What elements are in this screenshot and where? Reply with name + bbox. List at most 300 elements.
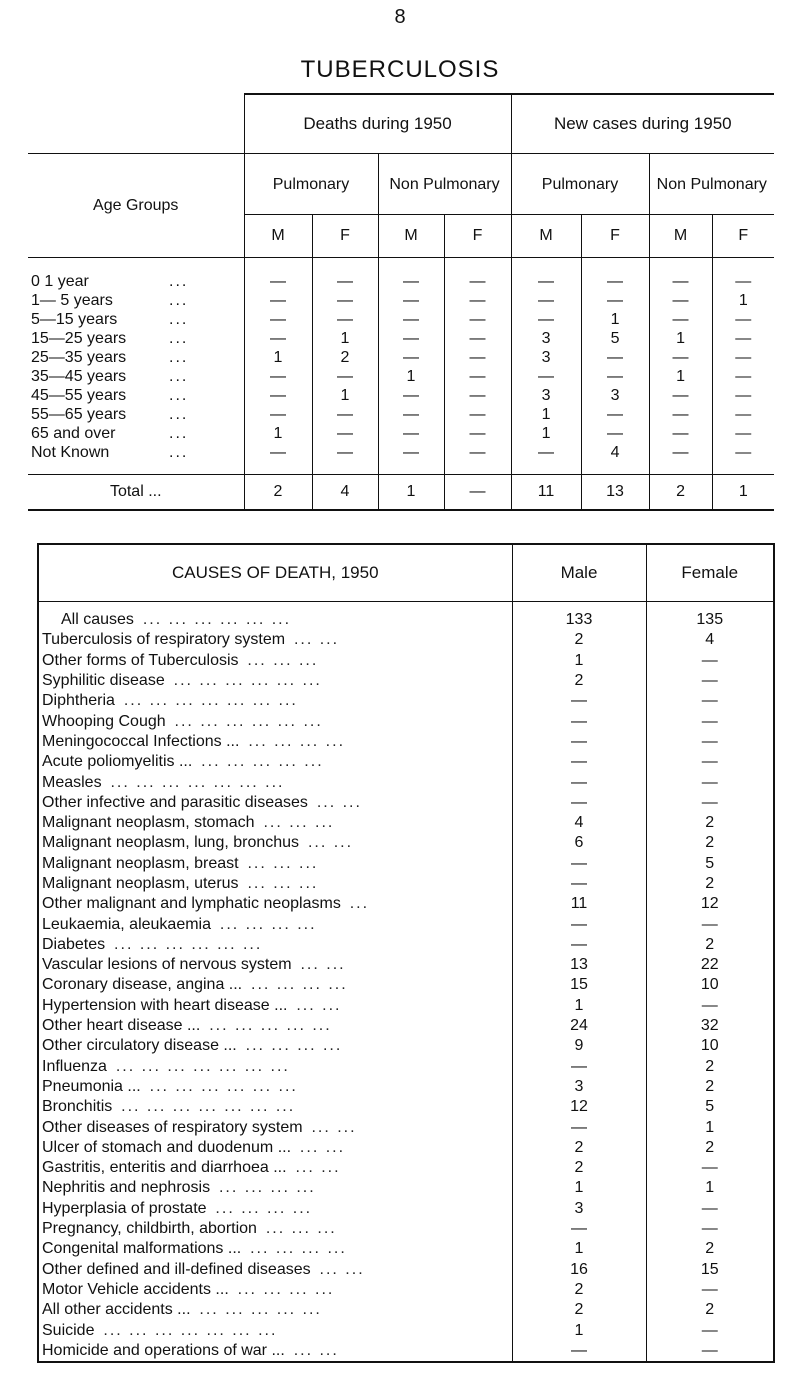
total-cell: 1 xyxy=(712,475,774,511)
cause-label: Tuberculosis of respiratory system xyxy=(42,631,286,649)
cause-cell xyxy=(38,1341,512,1362)
age-group-label: 65 and over xyxy=(31,425,116,442)
count-cell: — xyxy=(712,348,774,367)
age-group-cell xyxy=(28,405,244,424)
female-count: 2 xyxy=(646,1300,774,1320)
age-group-label: 25—35 years xyxy=(31,349,127,366)
female-count: — xyxy=(646,793,774,813)
female-count: 2 xyxy=(646,833,774,853)
female-count: 2 xyxy=(646,1057,774,1077)
cause-row xyxy=(38,1219,774,1239)
male-count: 2 xyxy=(512,1300,646,1320)
leader-dots: ... xyxy=(349,895,370,913)
male-count: — xyxy=(512,935,646,955)
cause-label: Malignant neoplasm, uterus xyxy=(42,875,239,892)
cause-cell xyxy=(38,1016,512,1036)
cases-pulmonary-header: Pulmonary xyxy=(511,154,649,215)
female-count: — xyxy=(646,1320,774,1340)
female-count: — xyxy=(646,772,774,792)
leader-dots: ... ... ... ... xyxy=(218,1179,316,1197)
total-cell: 2 xyxy=(649,475,712,511)
cause-cell xyxy=(38,975,512,995)
female-count: — xyxy=(646,671,774,691)
cause-cell xyxy=(38,1239,512,1259)
leader-dots: ... xyxy=(169,406,189,423)
cause-cell xyxy=(38,854,512,874)
leader-dots: ... ... ... ... ... xyxy=(199,1301,322,1319)
age-row xyxy=(28,405,774,424)
cause-row xyxy=(38,602,774,631)
cause-cell xyxy=(38,1117,512,1137)
sex-header: F xyxy=(712,215,774,258)
male-count: 1 xyxy=(512,651,646,671)
cause-cell xyxy=(38,1138,512,1158)
cause-row xyxy=(38,671,774,691)
age-group-label: 1— 5 years xyxy=(31,292,113,309)
leader-dots: ... ... xyxy=(299,1138,346,1156)
cause-label: Suicide xyxy=(42,1321,95,1339)
count-cell: — xyxy=(444,291,511,310)
cause-cell xyxy=(38,1036,512,1056)
count-cell: — xyxy=(581,367,649,386)
age-row xyxy=(28,329,774,348)
cause-cell xyxy=(38,1260,512,1280)
age-group-cell xyxy=(28,386,244,405)
leader-dots: ... ... ... ... xyxy=(251,976,348,994)
count-cell: — xyxy=(712,443,774,475)
male-count: 15 xyxy=(512,975,646,995)
age-group-cell xyxy=(28,258,244,292)
male-count: — xyxy=(512,854,646,874)
count-cell: — xyxy=(649,443,712,475)
male-count: — xyxy=(512,1117,646,1137)
cause-row xyxy=(38,651,774,671)
age-row xyxy=(28,348,774,367)
age-group-label: Not Known xyxy=(31,444,110,461)
count-cell: — xyxy=(378,291,444,310)
leader-dots: ... ... xyxy=(295,1159,341,1177)
count-cell: — xyxy=(712,405,774,424)
leader-dots: ... ... xyxy=(293,1341,339,1359)
cause-row xyxy=(38,1199,774,1219)
male-count: 16 xyxy=(512,1260,646,1280)
female-count: 135 xyxy=(646,602,774,631)
age-group-label: 45—55 years xyxy=(31,387,127,404)
deaths-group-header: Deaths during 1950 xyxy=(244,94,511,154)
cause-row xyxy=(38,813,774,833)
count-cell: — xyxy=(312,310,378,329)
male-count: — xyxy=(512,691,646,711)
male-count: 12 xyxy=(512,1097,646,1117)
cause-row xyxy=(38,1280,774,1300)
leader-dots: ... ... ... ... ... xyxy=(201,753,324,771)
female-count: 1 xyxy=(646,1117,774,1137)
count-cell: — xyxy=(712,424,774,443)
cause-cell xyxy=(38,1300,512,1320)
sex-header: M xyxy=(511,215,581,258)
female-count: 12 xyxy=(646,894,774,914)
count-cell: — xyxy=(581,405,649,424)
cause-label: Whooping Cough xyxy=(42,712,166,730)
count-cell: — xyxy=(244,405,312,424)
count-cell: 1 xyxy=(712,291,774,310)
cause-row xyxy=(38,1036,774,1056)
count-cell: — xyxy=(312,367,378,386)
leader-dots: ... xyxy=(169,292,189,309)
cause-label: Malignant neoplasm, breast xyxy=(42,854,239,872)
count-cell: — xyxy=(312,424,378,443)
cause-cell xyxy=(38,1097,512,1117)
cause-cell xyxy=(38,651,512,671)
cause-cell xyxy=(38,813,512,833)
leader-dots: ... xyxy=(169,349,189,366)
total-cell: 13 xyxy=(581,475,649,511)
sex-header: F xyxy=(444,215,511,258)
male-count: 2 xyxy=(512,1138,646,1158)
cause-row xyxy=(38,874,774,894)
male-count: 4 xyxy=(512,813,646,833)
cause-label: Diphtheria xyxy=(42,692,115,710)
leader-dots: ... ... ... ... xyxy=(250,1240,347,1258)
female-count: 2 xyxy=(646,1138,774,1158)
count-cell: — xyxy=(649,405,712,424)
cause-row xyxy=(38,752,774,772)
count-cell: — xyxy=(312,405,378,424)
cause-row xyxy=(38,935,774,955)
age-group-label: 35—45 years xyxy=(31,368,127,385)
leader-dots: ... ... ... ... xyxy=(215,1199,313,1217)
count-cell: — xyxy=(712,329,774,348)
leader-dots: ... ... ... ... ... ... xyxy=(174,712,323,730)
cause-label: Vascular lesions of nervous system xyxy=(42,956,292,974)
leader-dots: ... ... ... ... ... ... ... xyxy=(110,773,285,791)
female-count: 2 xyxy=(646,1077,774,1097)
female-count: 32 xyxy=(646,1016,774,1036)
female-count: — xyxy=(646,651,774,671)
cause-label: Nephritis and nephrosis xyxy=(42,1179,211,1197)
male-count: 2 xyxy=(512,1280,646,1300)
cause-row xyxy=(38,833,774,853)
leader-dots: ... ... ... xyxy=(265,1220,337,1238)
count-cell: — xyxy=(511,367,581,386)
cause-cell xyxy=(38,691,512,711)
count-cell: — xyxy=(244,329,312,348)
leader-dots: ... ... ... ... ... ... xyxy=(114,935,263,953)
female-count: — xyxy=(646,1199,774,1219)
count-cell: — xyxy=(444,367,511,386)
male-count: 24 xyxy=(512,1016,646,1036)
cause-label: Hypertension with heart disease ... xyxy=(42,996,288,1014)
count-cell: 1 xyxy=(511,424,581,443)
count-cell: — xyxy=(312,443,378,475)
cause-label: All other accidents ... xyxy=(42,1301,191,1319)
female-count: 4 xyxy=(646,630,774,650)
leader-dots: ... xyxy=(169,368,189,385)
age-row xyxy=(28,424,774,443)
cause-cell xyxy=(38,1077,512,1097)
count-cell: — xyxy=(511,291,581,310)
count-cell: — xyxy=(649,310,712,329)
count-cell: — xyxy=(444,348,511,367)
age-group-cell xyxy=(28,424,244,443)
cause-cell xyxy=(38,1280,512,1300)
cause-cell xyxy=(38,1219,512,1239)
male-count: — xyxy=(512,874,646,894)
count-cell: 1 xyxy=(244,348,312,367)
leader-dots: ... ... ... ... ... ... xyxy=(173,672,322,690)
cause-row xyxy=(38,1077,774,1097)
female-count: — xyxy=(646,1219,774,1239)
total-cell: 11 xyxy=(511,475,581,511)
sex-header: F xyxy=(312,215,378,258)
count-cell: — xyxy=(649,258,712,292)
leader-dots: ... xyxy=(169,273,189,290)
cause-row xyxy=(38,1320,774,1340)
count-cell: — xyxy=(649,386,712,405)
cause-label: Gastritis, enteritis and diarrhoea ... xyxy=(42,1159,287,1177)
cause-label: Measles xyxy=(42,773,102,791)
causes-header: CAUSES OF DEATH, 1950 xyxy=(38,544,512,602)
leader-dots: ... ... ... xyxy=(247,875,319,892)
count-cell: — xyxy=(712,310,774,329)
count-cell: — xyxy=(511,443,581,475)
count-cell: — xyxy=(649,348,712,367)
count-cell: — xyxy=(312,291,378,310)
cause-cell xyxy=(38,732,512,752)
count-cell: 3 xyxy=(511,348,581,367)
female-count: — xyxy=(646,1341,774,1362)
female-count: 2 xyxy=(646,1239,774,1259)
female-header: Female xyxy=(646,544,774,602)
cause-row xyxy=(38,1097,774,1117)
count-cell: 3 xyxy=(581,386,649,405)
leader-dots: ... ... ... ... xyxy=(248,732,346,750)
cause-row xyxy=(38,1158,774,1178)
cause-row xyxy=(38,1300,774,1320)
cause-cell xyxy=(38,671,512,691)
cause-row xyxy=(38,854,774,874)
cases-non-pulmonary-header: Non Pulmonary xyxy=(649,154,774,215)
age-group-cell xyxy=(28,329,244,348)
male-count: 1 xyxy=(512,996,646,1016)
female-count: — xyxy=(646,996,774,1016)
age-row xyxy=(28,443,774,475)
cause-cell xyxy=(38,996,512,1016)
cause-cell xyxy=(38,1057,512,1077)
male-count: 2 xyxy=(512,671,646,691)
tuberculosis-age-table xyxy=(28,93,774,511)
age-group-label: 55—65 years xyxy=(31,406,127,423)
deaths-non-pulmonary-header: Non Pulmonary xyxy=(378,154,511,215)
cause-label: Homicide and operations of war ... xyxy=(42,1341,285,1359)
male-count: 1 xyxy=(512,1320,646,1340)
count-cell: — xyxy=(378,424,444,443)
female-count: — xyxy=(646,732,774,752)
age-groups-header: Age Groups xyxy=(28,154,244,258)
leader-dots: ... ... xyxy=(311,1118,357,1136)
cause-row xyxy=(38,630,774,650)
page-title: TUBERCULOSIS xyxy=(300,56,500,83)
age-row xyxy=(28,386,774,405)
cause-row xyxy=(38,1178,774,1198)
cause-label: Leukaemia, aleukaemia xyxy=(42,915,211,933)
count-cell: 4 xyxy=(581,443,649,475)
female-count: 10 xyxy=(646,975,774,995)
cause-row xyxy=(38,1117,774,1137)
count-cell: — xyxy=(511,258,581,292)
female-count: 5 xyxy=(646,854,774,874)
leader-dots: ... ... xyxy=(300,956,346,974)
cause-row xyxy=(38,1239,774,1259)
cause-cell xyxy=(38,793,512,813)
leader-dots: ... ... ... xyxy=(263,814,335,832)
male-count: 11 xyxy=(512,894,646,914)
count-cell: — xyxy=(649,424,712,443)
count-cell: 1 xyxy=(511,405,581,424)
cause-label: Pregnancy, childbirth, abortion xyxy=(42,1220,257,1238)
count-cell: — xyxy=(378,310,444,329)
count-cell: — xyxy=(244,367,312,386)
leader-dots: ... ... ... xyxy=(247,651,319,669)
cause-row xyxy=(38,955,774,975)
cause-label: Other diseases of respiratory system xyxy=(42,1118,303,1136)
deaths-pulmonary-header: Pulmonary xyxy=(244,154,378,215)
cause-label: Meningococcal Infections ... xyxy=(42,732,240,750)
count-cell: — xyxy=(581,348,649,367)
age-row xyxy=(28,291,774,310)
male-count: 2 xyxy=(512,630,646,650)
age-group-cell xyxy=(28,291,244,310)
cause-cell xyxy=(38,772,512,792)
sex-header: M xyxy=(378,215,444,258)
male-count: 3 xyxy=(512,1199,646,1219)
count-cell: — xyxy=(378,329,444,348)
male-count: — xyxy=(512,772,646,792)
female-count: 2 xyxy=(646,813,774,833)
count-cell: — xyxy=(444,443,511,475)
age-header-spacer xyxy=(28,94,244,154)
male-count: — xyxy=(512,914,646,934)
male-count: 3 xyxy=(512,1077,646,1097)
male-count: 133 xyxy=(512,602,646,631)
male-count: — xyxy=(512,752,646,772)
leader-dots: ... ... ... ... ... ... ... xyxy=(123,692,298,710)
total-cell: — xyxy=(444,475,511,511)
count-cell: — xyxy=(378,258,444,292)
female-count: 5 xyxy=(646,1097,774,1117)
count-cell: 1 xyxy=(649,367,712,386)
cause-label: Acute poliomyelitis ... xyxy=(42,753,193,771)
cause-row xyxy=(38,1016,774,1036)
cause-label: All causes xyxy=(61,611,134,629)
count-cell: — xyxy=(444,258,511,292)
leader-dots: ... ... xyxy=(307,834,354,852)
count-cell: — xyxy=(378,348,444,367)
age-row xyxy=(28,367,774,386)
sex-header: M xyxy=(244,215,312,258)
count-cell: — xyxy=(444,386,511,405)
cause-cell xyxy=(38,894,512,914)
cause-label: Other malignant and lymphatic neoplasms xyxy=(42,895,341,913)
age-group-cell xyxy=(28,443,244,475)
count-cell: 5 xyxy=(581,329,649,348)
cause-label: Congenital malformations ... xyxy=(42,1240,242,1258)
cause-row xyxy=(38,1057,774,1077)
cause-row xyxy=(38,996,774,1016)
female-count: 15 xyxy=(646,1260,774,1280)
new-cases-group-header: New cases during 1950 xyxy=(511,94,774,154)
cause-cell xyxy=(38,752,512,772)
cause-label: Other heart disease ... xyxy=(42,1017,201,1035)
count-cell: — xyxy=(244,386,312,405)
cause-row xyxy=(38,793,774,813)
count-cell: — xyxy=(444,310,511,329)
male-count: 1 xyxy=(512,1239,646,1259)
female-count: 1 xyxy=(646,1178,774,1198)
cause-label: Coronary disease, angina ... xyxy=(42,976,243,994)
count-cell: 1 xyxy=(649,329,712,348)
male-count: 1 xyxy=(512,1178,646,1198)
male-count: — xyxy=(512,1057,646,1077)
total-label: Total ... xyxy=(28,475,244,511)
leader-dots: ... ... ... ... ... xyxy=(209,1017,332,1035)
cause-cell xyxy=(38,1199,512,1219)
cause-label: Bronchitis xyxy=(42,1098,113,1116)
leader-dots: ... ... ... ... ... ... ... xyxy=(121,1098,296,1116)
cause-label: Diabetes xyxy=(42,935,106,953)
leader-dots: ... ... ... ... xyxy=(237,1280,335,1298)
male-count: — xyxy=(512,793,646,813)
leader-dots: ... ... ... ... xyxy=(245,1037,343,1055)
total-cell: 2 xyxy=(244,475,312,511)
count-cell: — xyxy=(378,386,444,405)
page-number: 8 xyxy=(394,6,406,28)
count-cell: — xyxy=(712,367,774,386)
count-cell: 2 xyxy=(312,348,378,367)
age-group-label: 0 1 year xyxy=(31,273,89,290)
cause-cell xyxy=(38,935,512,955)
causes-of-death-table xyxy=(37,543,775,1363)
female-count: 2 xyxy=(646,874,774,894)
total-cell: 1 xyxy=(378,475,444,511)
cause-label: Other forms of Tuberculosis xyxy=(42,651,239,669)
male-count: 13 xyxy=(512,955,646,975)
count-cell: — xyxy=(244,310,312,329)
cause-cell xyxy=(38,630,512,650)
age-group-cell xyxy=(28,367,244,386)
cause-label: Pneumonia ... xyxy=(42,1077,141,1095)
count-cell: 1 xyxy=(312,329,378,348)
count-cell: — xyxy=(444,424,511,443)
leader-dots: ... xyxy=(169,311,189,328)
cause-label: Influenza xyxy=(42,1057,107,1075)
count-cell: — xyxy=(444,405,511,424)
cause-row xyxy=(38,691,774,711)
cause-label: Syphilitic disease xyxy=(42,672,165,690)
cause-label: Ulcer of stomach and duodenum ... xyxy=(42,1138,292,1156)
cause-label: Hyperplasia of prostate xyxy=(42,1199,207,1217)
leader-dots: ... ... ... ... ... ... ... xyxy=(115,1057,290,1075)
age-row xyxy=(28,258,774,292)
leader-dots: ... ... xyxy=(293,631,340,649)
count-cell: — xyxy=(444,329,511,348)
count-cell: — xyxy=(712,258,774,292)
male-header: Male xyxy=(512,544,646,602)
count-cell: — xyxy=(244,291,312,310)
female-count: — xyxy=(646,914,774,934)
count-cell: 1 xyxy=(378,367,444,386)
count-cell: 1 xyxy=(312,386,378,405)
